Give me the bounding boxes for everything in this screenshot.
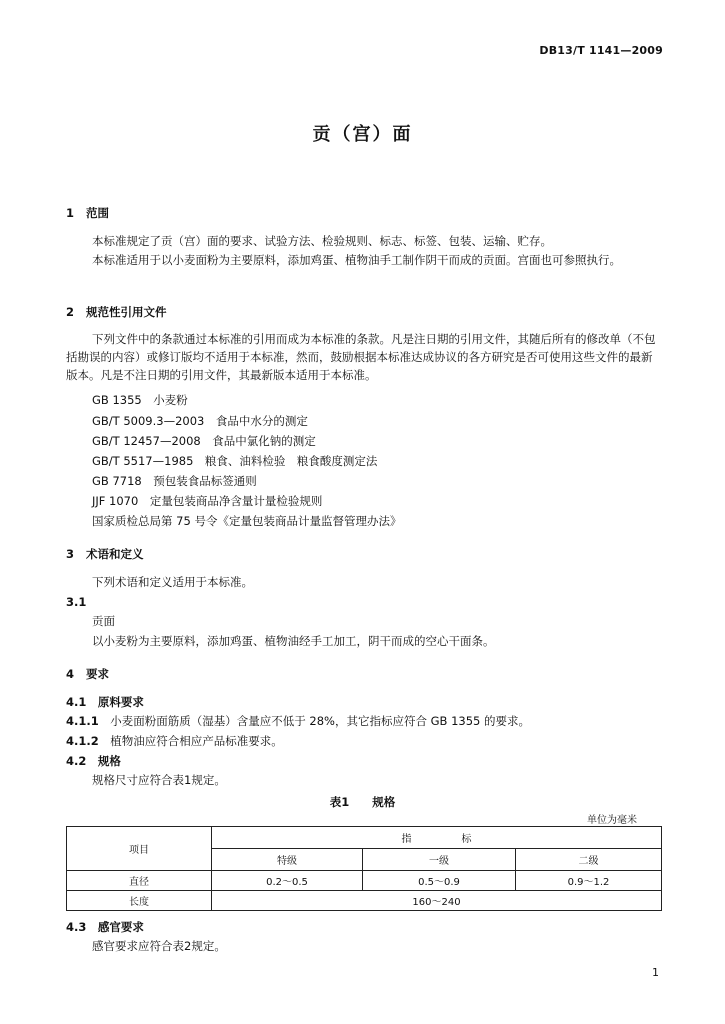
section-2-heading — [66, 304, 167, 320]
section-title: 规范性引用文件 — [86, 305, 167, 319]
section-number: 4 — [66, 667, 75, 681]
value-cell: 0.5～0.9 — [363, 871, 516, 891]
clause-heading: 4.2 规格 — [66, 754, 121, 768]
reference-item: GB/T 5517—1985 粮食、油料检验 粮食酸度测定法 — [92, 454, 378, 468]
section-title: 范围 — [86, 206, 109, 220]
document-title: 贡（宫）面 — [312, 124, 413, 145]
clause-text: 植物油应符合相应产品标准要求。 — [110, 734, 283, 748]
paragraph: 感官要求应符合表2规定。 — [92, 939, 226, 953]
clause-heading: 4.3 感官要求 — [66, 920, 144, 934]
grade-header-cell: 二级 — [516, 849, 662, 871]
value-cell: 0.9～1.2 — [516, 871, 662, 891]
section-3-heading — [66, 546, 144, 562]
row-label-cell: 长度 — [67, 891, 212, 911]
reference-item: GB/T 12457—2008 食品中氯化钠的测定 — [92, 434, 316, 448]
reference-item: JJF 1070 定量包装商品净含量计量检验规则 — [92, 494, 323, 508]
table-row — [67, 871, 662, 891]
clause-text: 小麦面粉面筋质（湿基）含量应不低于 28%，其它指标应符合 GB 1355 的要求。 — [110, 714, 530, 728]
section-title: 术语和定义 — [86, 547, 144, 561]
definition: 以小麦粉为主要原料，添加鸡蛋、植物油经手工加工，阴干而成的空心干面条。 — [92, 634, 495, 648]
grade-header-cell: 特级 — [212, 849, 363, 871]
section-number: 3 — [66, 547, 75, 561]
header-item-cell: 项目 — [67, 827, 212, 871]
section-title: 要求 — [86, 667, 109, 681]
reference-item: GB/T 5009.3—2003 食品中水分的测定 — [92, 414, 308, 428]
paragraph: 下列术语和定义适用于本标准。 — [92, 575, 253, 589]
term: 贡面 — [92, 614, 115, 628]
section-4-heading — [66, 666, 109, 682]
value-cell: 0.2～0.5 — [212, 871, 363, 891]
table-row — [67, 891, 662, 911]
clause-number: 4.1.1 — [66, 714, 99, 728]
reference-item: GB 7718 预包装食品标签通则 — [92, 474, 257, 488]
clause-number: 4.1.2 — [66, 734, 99, 748]
row-label-cell: 直径 — [67, 871, 212, 891]
header-index-cell: 指 标 — [212, 827, 662, 849]
value-cell: 160～240 — [212, 891, 662, 911]
clause-heading: 4.1 原料要求 — [66, 695, 144, 709]
paragraph: 规格尺寸应符合表1规定。 — [92, 773, 226, 787]
clause — [66, 712, 530, 730]
clause-number: 3.1 — [66, 595, 87, 609]
section-1-heading — [66, 205, 109, 221]
section-number: 1 — [66, 206, 75, 220]
section-number: 2 — [66, 305, 75, 319]
table-caption: 表1 规格 — [329, 795, 396, 809]
document-code: DB13/T 1141—2009 — [539, 44, 663, 57]
grade-header-cell: 一级 — [363, 849, 516, 871]
page-number: 1 — [652, 966, 659, 979]
reference-item: 国家质检总局第 75 号令《定量包装商品计量监督管理办法》 — [92, 514, 402, 528]
table-unit: 单位为毫米 — [587, 815, 637, 826]
spec-table — [66, 826, 662, 911]
paragraph: 本标准适用于以小麦面粉为主要原料，添加鸡蛋、植物油手工制作阴干而成的贡面。宫面也可参照执行。 — [92, 253, 621, 267]
clause — [66, 732, 283, 750]
paragraph: 本标准规定了贡（宫）面的要求、试验方法、检验规则、标志、标签、包装、运输、贮存。 — [92, 234, 552, 248]
paragraph: 下列文件中的条款通过本标准的引用而成为本标准的条款。凡是注日期的引用文件，其随后所有的修改单（不包括勘误的内容）或修订版均不适用于本标准，然而，鼓励根据本标准达成协议的各方研究是否可使用这些文件的最新版本。凡是不注日期的引用文件，其最新版本适用于本标准。 — [66, 332, 656, 382]
reference-item: GB 1355 小麦粉 — [92, 393, 188, 407]
